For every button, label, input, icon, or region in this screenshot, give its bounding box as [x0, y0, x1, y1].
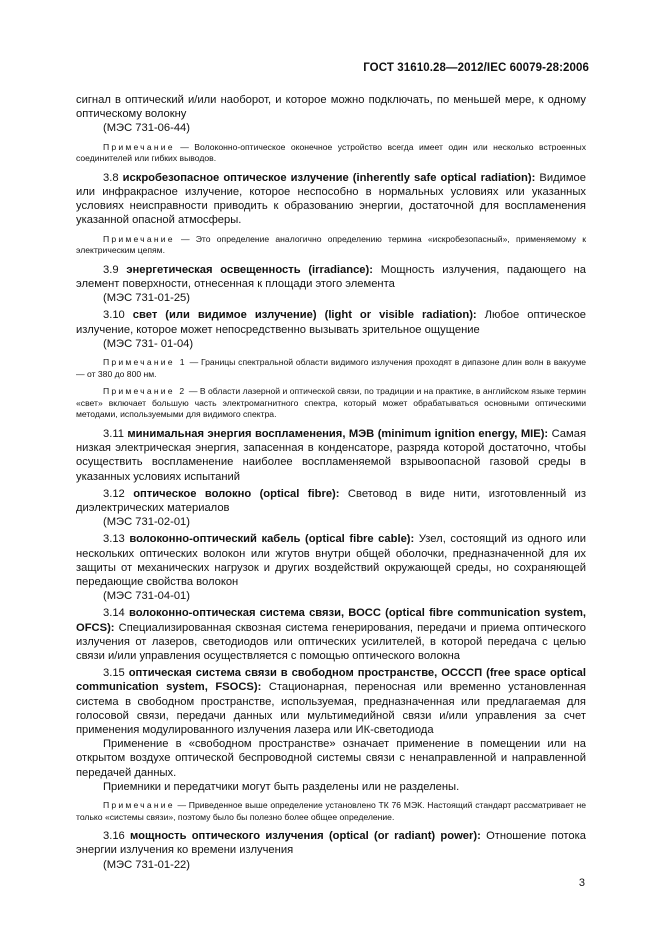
note-text: — Волоконно-оптическое оконечное устройство всегда имеет один или несколько встроенных соединителей или гибких выводов.	[76, 141, 586, 164]
note-label: Примечание	[103, 141, 175, 152]
term-title: искробезопасное оптическое излучение (inherently safe optical radiation):	[122, 171, 536, 184]
reference: (МЭС 731- 01-04)	[103, 337, 194, 350]
term-text: Стационарная, переносная или временно установленная система в свободном пространстве, используемая, предназначенная или предлагаемая для голосовой связи, передачи данных или мультимедийной связи и/или управления за счет применения модулированного излучения лазера или ИК-светодиода	[76, 681, 586, 737]
reference: (МЭС 731-02-01)	[103, 516, 191, 529]
term-definition	[76, 666, 586, 737]
term-number: 3.8	[103, 171, 119, 184]
term-title: оптическая система связи в свободном пространстве, ОСССП (free space optical communication system, FSOCS):	[76, 667, 586, 694]
term-text: Отношение потока энергии излучения ко времени излучения	[76, 830, 587, 857]
term-number: 3.9	[103, 263, 119, 276]
term-text: Узел, состоящий из одного или нескольких оптических волокон или жгутов внутри общей оболочки, предназначенной для их защиты от механических нагрузок и других воздействий окружающей среды, но сохраняющей передающие свойства волокон	[76, 533, 587, 589]
reference: (МЭС 731-01-22)	[103, 858, 191, 871]
paragraph: Применение в «свободном пространстве» означает применение в помещении или на открытом воздухе оптической беспроводной системы связи с ненаправленной и направленной передачей данных.	[76, 738, 586, 779]
term-text: Любое оптическое излучение, которое может непосредственно вызывать зрительное ощущение	[76, 309, 587, 336]
page-number: 3	[578, 877, 585, 889]
term-text: Мощность излучения, падающего на элемент поверхности, отнесенная к площади этого элемента	[76, 263, 586, 290]
term-number: 3.14	[103, 607, 125, 620]
term-text: Световод в виде нити, изготовленный из диэлектрических материалов	[76, 487, 587, 514]
term-number: 3.16	[103, 830, 125, 843]
term-definition	[76, 532, 586, 589]
term-title: мощность оптического излучения (optical (or radiant) power):	[130, 830, 481, 843]
term-text: Самая низкая электрическая энергия, запасенная в конденсаторе, разряда которой достаточно, чтобы осуществить воспламенение наиболее воспламеняемой взрывоопасной газовой среды в указанных условиях испытаний	[76, 427, 586, 483]
note-text: — Это определение аналогично определению термина «искробезопасный», применяемому к электрическим цепям.	[76, 233, 586, 256]
note	[76, 800, 586, 823]
note-text: — Приведенное выше определение установлено ТК 76 МЭК. Настоящий стандарт рассматривает не только «системы связи», поэтому было бы полезно более общее определение.	[76, 800, 586, 822]
note-label: Примечание 1	[103, 357, 187, 368]
note-label: Примечание	[103, 800, 175, 811]
term-definition	[76, 606, 586, 663]
term-definition	[76, 487, 586, 515]
reference: (МЭС 731-06-44)	[103, 122, 191, 135]
reference: (МЭС 731-01-25)	[103, 292, 191, 305]
term-definition	[76, 829, 586, 857]
term-definition	[76, 263, 586, 291]
term-title: минимальная энергия воспламенения, МЭВ (minimum ignition energy, MIE):	[127, 427, 549, 440]
term-definition	[76, 171, 586, 228]
note-text: — В области лазерной и оптической связи, по традиции и на практике, в английском языке термин «свет» включает большую часть электромагнитного спектра, который может обрабатываться основными оптическими методами, используемыми для видимого спектра.	[76, 386, 587, 420]
term-title: волоконно-оптическая система связи, ВОСС (optical fibre communication system, OFCS):	[76, 607, 587, 634]
page-header: ГОСТ 31610.28—2012/IEC 60079-28:2006	[363, 62, 589, 74]
term-number: 3.11	[103, 427, 124, 440]
term-title: оптическое волокно (optical fibre):	[133, 487, 340, 500]
term-number: 3.15	[103, 667, 125, 680]
note-label: Примечание 2	[103, 386, 187, 397]
term-number: 3.13	[103, 533, 125, 546]
term-text: Видимое или инфракрасное излучение, которое неспособно в нормальных условиях или указанных условиях неисправности приводить к образованию энергии, достаточной для воспламенения указанной опасной атмосферы.	[76, 171, 587, 227]
note-text: — Границы спектральной области видимого излучения проходят в дипазоне длин волн в вакууме — от 380 до 800 нм.	[76, 357, 587, 379]
note-label: Примечание	[103, 233, 175, 244]
term-definition	[76, 427, 586, 484]
page-body	[76, 93, 586, 872]
note	[76, 234, 586, 257]
term-definition	[76, 308, 586, 336]
term-number: 3.10	[103, 309, 125, 322]
paragraph: сигнал в оптический и/или наоборот, и которое можно подключать, по меньшей мере, к одному оптическому волокну	[76, 94, 586, 121]
term-number: 3.12	[103, 487, 125, 500]
note	[76, 142, 586, 165]
term-title: свет (или видимое излучение) (light or visible radiation):	[132, 309, 477, 322]
note	[76, 357, 586, 380]
reference: (МЭС 731-04-01)	[103, 590, 191, 603]
term-title: волоконно-оптический кабель (optical fibre cable):	[129, 533, 415, 546]
paragraph: Приемники и передатчики могут быть разделены или не разделены.	[103, 780, 460, 793]
note	[76, 386, 586, 421]
term-text: Специализированная сквозная система генерирования, передачи и приема оптического излучения от лазеров, светодиодов или оптических усилителей, в которой передача с целью связи и/или управления осуществляется с помощью оптического волокна	[76, 621, 586, 663]
term-title: энергетическая освещенность (irradiance):	[126, 263, 373, 276]
